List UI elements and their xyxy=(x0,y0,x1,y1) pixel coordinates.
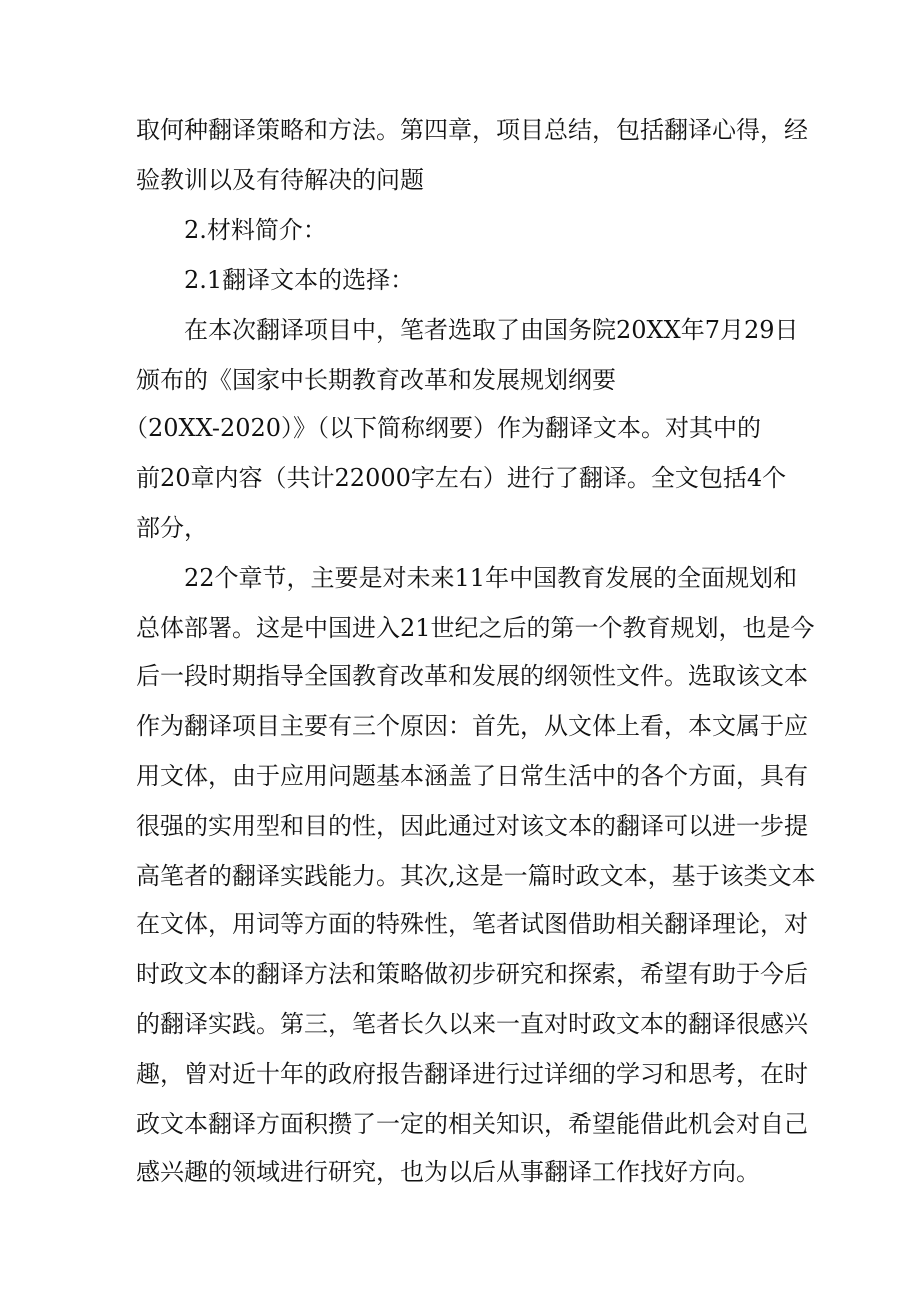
text-line: 在本次翻译项目中，笔者选取了由国务院20XX年7月29日 xyxy=(184,316,799,344)
text-line: 总体部署。这是中国进入21世纪之后的第一个教育规划，也是今 xyxy=(136,614,815,642)
text-line: 的翻译实践。第三，笔者长久以来一直对时政文本的翻译很感兴 xyxy=(136,1010,808,1038)
subsection-heading: 2.1翻译文本的选择： xyxy=(184,266,415,294)
text-line: 颁布的《国家中长期教育改革和发展规划纲要 xyxy=(136,366,616,394)
text-line: 高笔者的翻译实践能力。其次,这是一篇时政文本，基于该类文本 xyxy=(136,862,816,890)
text-line: 前20章内容（共计22000字左右）进行了翻译。全文包括4个 xyxy=(136,464,787,492)
text-line: 验教训以及有待解决的问题 xyxy=(136,166,424,194)
text-line: 很强的实用型和目的性，因此通过对该文本的翻译可以进一步提 xyxy=(136,812,808,840)
text-line: 取何种翻译策略和方法。第四章，项目总结，包括翻译心得，经 xyxy=(136,116,808,144)
text-line: 在文体，用词等方面的特殊性，笔者试图借助相关翻译理论，对 xyxy=(136,910,808,938)
text-line: 22个章节，主要是对未来11年中国教育发展的全面规划和 xyxy=(184,564,798,592)
text-line: 部分， xyxy=(136,514,208,542)
text-line: 作为翻译项目主要有三个原因：首先，从文体上看，本文属于应 xyxy=(136,712,808,740)
section-heading: 2.材料简介： xyxy=(184,216,327,244)
text-line: 感兴趣的领域进行研究，也为以后从事翻译工作找好方向。 xyxy=(136,1158,760,1186)
text-line: （20XX-2020）》（以下简称纲要）作为翻译文本。对其中的 xyxy=(124,414,762,442)
text-line: 用文体，由于应用问题基本涵盖了日常生活中的各个方面，具有 xyxy=(136,762,808,790)
text-line: 趣，曾对近十年的政府报告翻译进行过详细的学习和思考，在时 xyxy=(136,1060,808,1088)
text-line: 时政文本的翻译方法和策略做初步研究和探索，希望有助于今后 xyxy=(136,960,808,988)
text-line: 政文本翻译方面积攒了一定的相关知识，希望能借此机会对自己 xyxy=(136,1110,808,1138)
text-line: 后一段时期指导全国教育改革和发展的纲领性文件。选取该文本 xyxy=(136,662,808,690)
